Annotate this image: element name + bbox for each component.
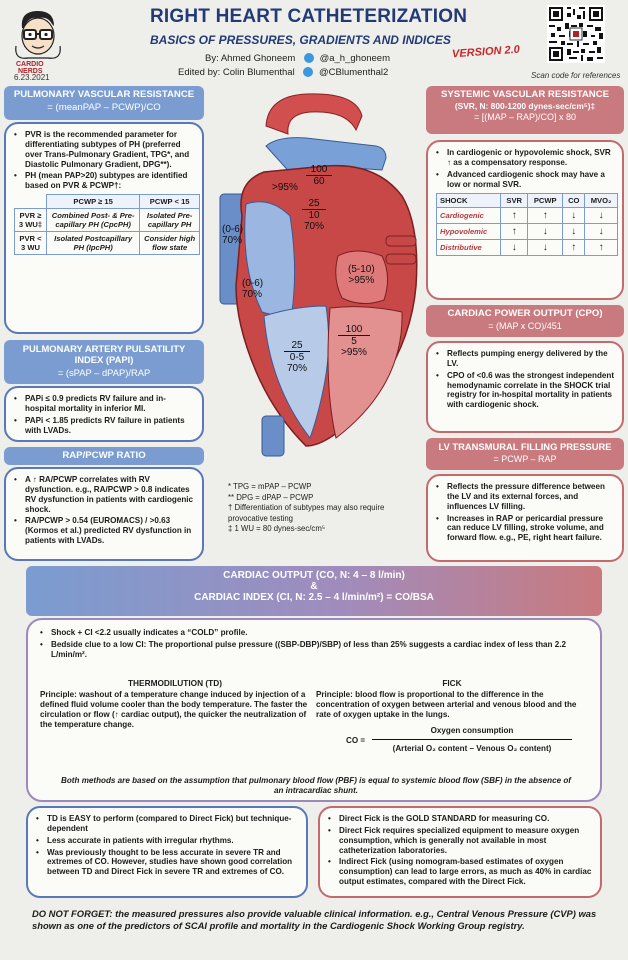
papi-box: [4, 386, 204, 442]
cpo-bullet-1: • Reflects pumping energy delivered by the LV.: [436, 349, 616, 369]
papi-formula: = (sPAP – dPAP)/RAP: [57, 366, 151, 378]
aorta-sat: >95%: [272, 182, 298, 193]
cpo-title: CARDIAC POWER OUTPUT (CPO): [447, 308, 603, 319]
fick-title: FICK: [442, 678, 462, 688]
fick-principle: Principle: blood flow is proportional to the difference in the concentration of oxygen between arterial and venous blood and the rate of oxygen uptake in the lungs.: [316, 690, 577, 720]
twitter-icon: [304, 53, 314, 63]
lv-diastolic: 5: [351, 336, 357, 347]
pvr-formula: = (meanPAP – PCWP)/CO: [47, 102, 161, 113]
cpo-formula: = (MAP x CO)/451: [488, 321, 562, 331]
footnote-wu: ‡ 1 WU = 80 dynes-sec/cm⁵: [228, 524, 326, 534]
ra-sat: 70%: [242, 289, 263, 300]
svc-sat: 70%: [222, 235, 243, 246]
shock-col-pcwp: PCWP: [528, 194, 563, 208]
shock-cell: ↓: [528, 224, 563, 240]
footnotes: [228, 482, 418, 535]
pvr-title: PULMONARY VASCULAR RESISTANCE: [13, 89, 195, 100]
td-principle: Principle: washout of a temperature change induced by injection of a defined fluid volume cooler than the body temperature. The faster the circulation or flow (↑ cardiac output), the quicker the neutralization of the temperature change.: [40, 690, 308, 730]
td-title: THERMODILUTION (TD): [127, 678, 223, 688]
heart-illustration: [206, 86, 424, 460]
fick-bullet-3: • Indirect Fick (using nomogram-based estimates of oxygen consumption) can lead to large errors, as much as 40% in cardiac output estimates, compared with the Direct Fick.: [328, 857, 592, 887]
co-title: CARDIAC OUTPUT (CO, N: 4 – 8 l/min): [223, 570, 405, 581]
pvr-box: [4, 122, 204, 334]
svr-box: [426, 140, 624, 300]
both-methods-note: Both methods are based on the assumption that pulmonary blood flow (PBF) is equal to systemic blood flow (SBF) in the absence of an intracardiac shunt.: [61, 776, 571, 796]
aorta-systolic: 100: [306, 164, 332, 176]
svr-normal: (SVR, N: 800-1200 dynes-sec/cm⁵)‡: [454, 101, 596, 111]
ra-pressure-value: (0-6): [242, 278, 264, 289]
shock-cell: ↑: [501, 224, 528, 240]
svr-header: [426, 86, 624, 134]
fick-bullet-1: • Direct Fick is the GOLD STANDARD for measuring CO.: [328, 814, 592, 824]
pvr-bullet-1: • PVR is the recommended parameter for differentiating subtypes of PH (preferred over Trans-Pulmonary Gradient, TPG*, and Diastolic Pulmonary Gradient, DPG**).: [14, 130, 196, 169]
logo-text-1: CARDIO: [16, 61, 44, 68]
fick-fraction-line: [372, 739, 572, 740]
svr-bullet-1: • In cardiogenic or hypovolemic shock, SVR ↑ as a compensatory response.: [436, 148, 616, 168]
lv-sat: >95%: [341, 347, 367, 358]
shock-cell: ↓: [563, 224, 585, 240]
shock-cell: ↓: [528, 240, 563, 256]
shock-row-label: Hypovolemic: [437, 224, 501, 240]
papi-title: PULMONARY ARTERY PULSATILITY INDEX (PAPI): [22, 343, 186, 366]
author-line: [205, 53, 390, 64]
heart-diagram: [206, 86, 424, 460]
shock-col-shock: SHOCK: [437, 194, 501, 208]
co-bullet-1: • Shock + CI <2.2 usually indicates a “COLD” profile.: [40, 628, 588, 638]
fick-box: [318, 806, 602, 898]
lvtfp-header: [426, 438, 624, 470]
shock-col-mvo2: MVO₂: [585, 194, 618, 208]
table-row: [437, 240, 618, 256]
lvtfp-formula: = PCWP – RAP: [493, 454, 557, 464]
version-label: VERSION 2.0: [451, 43, 521, 61]
cardionerds-logo: [8, 6, 66, 76]
lvtfp-box: [426, 474, 624, 562]
pvr-col-1: PCWP ≥ 15: [47, 195, 140, 209]
td-box: [26, 806, 308, 898]
shock-cell: ↑: [563, 240, 585, 256]
la-pressure-value: (5-10): [348, 264, 375, 275]
table-row: [437, 208, 618, 224]
pvr-subtype-table: [14, 194, 200, 255]
shock-cell: ↓: [585, 224, 618, 240]
lv-pressure-box: [338, 324, 370, 358]
pvr-row-1-label: PVR ≥ 3 WU‡: [15, 209, 47, 232]
svc-pressure-value: (0-6): [222, 224, 244, 235]
td-bullet-2: • Less accurate in patients with irregular rhythms.: [36, 836, 298, 846]
shock-col-svr: SVR: [501, 194, 528, 208]
rap-pcwp-box: [4, 467, 204, 561]
footnote-subtypes: † Differentiation of subtypes may also require provocative testing: [228, 503, 385, 523]
pvr-cpcph: Combined Post- & Pre-capillary PH (CpcPH): [47, 209, 140, 232]
shock-cell: ↓: [501, 240, 528, 256]
co-header: [26, 566, 602, 616]
shock-cell: ↓: [563, 208, 585, 224]
fick-denominator: (Arterial O₂ content – Venous O₂ content): [392, 744, 552, 753]
pvr-ipcph: Isolated Postcapillary PH (IpcPH): [47, 232, 140, 255]
lvtfp-bullet-1: • Reflects the pressure difference between the LV and its external forces, and influences LV filling.: [436, 482, 616, 512]
rap-pcwp-header: [4, 447, 204, 465]
shock-row-label: Cardiogenic: [437, 208, 501, 224]
cpo-header: [426, 305, 624, 337]
fick-numerator: Oxygen consumption: [430, 726, 514, 735]
pvr-high-flow: Consider high flow state: [140, 232, 200, 255]
papi-header: [4, 340, 204, 384]
fick-lhs: CO =: [346, 736, 366, 745]
date: 6.23.2021: [14, 73, 50, 82]
pvr-col-2: PCWP < 15: [140, 195, 200, 209]
footnote-dpg: ** DPG = dPAP – PCWP: [228, 492, 314, 502]
shock-cell: ↓: [585, 208, 618, 224]
aorta-pressure-box: [306, 164, 332, 187]
co-amp: &: [310, 581, 318, 592]
logo-text-2: NERDS: [18, 68, 43, 75]
svr-formula: = [(MAP – RAP)/CO] x 80: [473, 112, 577, 122]
twitter-icon: [303, 67, 313, 77]
co-box: [26, 618, 602, 802]
pa-systolic: 25: [302, 198, 326, 210]
qr-code[interactable]: [547, 5, 605, 63]
shock-cell: ↑: [528, 208, 563, 224]
fick-bullet-2: • Direct Fick requires specialized equipment to measure oxygen consumption, which is generally not available in most catheterization laboratories.: [328, 826, 592, 856]
td-bullet-1: • TD is EASY to perform (compared to Direct Fick) but technique-dependent: [36, 814, 298, 834]
lv-systolic: 100: [338, 324, 370, 336]
table-row: [437, 224, 618, 240]
editor-line: [178, 67, 388, 78]
pa-pressure-box: [302, 198, 326, 232]
svr-bullet-2: • Advanced cardiogenic shock may have a low or normal SVR.: [436, 170, 616, 190]
cpo-box: [426, 341, 624, 433]
td-bullet-3: • Was previously thought to be less accurate in severe TR and extremes of CO. However, studies have shown good correlation between TD and Direct Fick in severe TR and extremes of CO.: [36, 848, 298, 878]
rap-pcwp-bullet-1: • A ↑ RA/PCWP correlates with RV dysfunction. e.g., RA/PCWP > 0.8 indicates RV dysfunction in patients with cardiogenic shock.: [14, 475, 196, 514]
aorta-diastolic: 60: [313, 176, 325, 187]
shock-table: [436, 193, 618, 256]
editor-name: Edited by: Colin Blumenthal: [178, 67, 295, 78]
ra-pressure: [242, 278, 263, 300]
footnote-tpg: * TPG = mPAP – PCWP: [228, 482, 312, 491]
footer-note: DO NOT FORGET: the measured pressures also provide valuable clinical information. e.g., Central Venous Pressure (CVP) was shown as one of the predictors of SCAI profile and mortality in the Cardiogenic Shock Working Group registry.: [32, 908, 597, 932]
shock-row-label: Distributive: [437, 240, 501, 256]
rv-diastolic: 0-5: [289, 352, 305, 363]
papi-bullet-2: • PAPi < 1.85 predicts RV failure in patients with LVADs.: [14, 416, 196, 436]
author-name: By: Ahmed Ghoneem: [205, 53, 296, 64]
nerd-face-icon: [8, 6, 66, 66]
svc-pressure: [222, 224, 243, 246]
svr-title: SYSTEMIC VASCULAR RESISTANCE: [440, 89, 610, 100]
pvr-row-2-label: PVR < 3 WU: [15, 232, 47, 255]
papi-bullet-1: • PAPi ≤ 0.9 predicts RV failure and in-hospital mortality in inferior MI.: [14, 394, 196, 414]
cpo-bullet-2: • CPO of <0.6 was the strongest independent hemodynamic correlate in the SHOCK trial registry for in-hospital mortality in patients with cardiogenic shock.: [436, 371, 616, 410]
shock-cell: ↑: [501, 208, 528, 224]
pa-sat: 70%: [303, 221, 324, 232]
la-sat: >95%: [348, 275, 375, 286]
rv-sat: 70%: [286, 363, 307, 374]
rap-pcwp-title: RAP/PCWP RATIO: [62, 450, 146, 461]
editor-handle[interactable]: @CBlumenthal2: [319, 67, 389, 78]
rv-pressure-box: [284, 340, 310, 374]
qr-code-icon: [547, 5, 605, 63]
pvr-precapillary: Isolated Pre-capillary PH: [140, 209, 200, 232]
shock-cell: ↑: [585, 240, 618, 256]
co-bullet-2: • Bedside clue to a low CI: The proportional pulse pressure ((SBP-DBP)/SBP) of less than 25% suggests a cardiac index of less than 2.2 L/min/m².: [40, 640, 588, 660]
page-subtitle: BASICS OF PRESSURES, GRADIENTS AND INDICES: [150, 33, 451, 47]
la-pressure: [348, 264, 375, 286]
rv-systolic: 25: [284, 340, 310, 352]
ci-title: CARDIAC INDEX (CI, N: 2.5 – 4 l/min/m²) = CO/BSA: [194, 592, 434, 603]
lvtfp-bullet-2: • Increases in RAP or pericardial pressure can reduce LV filling, stroke volume, and forward flow. e.g., PE, right heart failure.: [436, 514, 616, 544]
shock-col-co: CO: [563, 194, 585, 208]
qr-caption: Scan code for references: [531, 71, 621, 80]
lvtfp-title: LV TRANSMURAL FILLING PRESSURE: [438, 441, 612, 452]
rap-pcwp-bullet-2: • RA/PCWP > 0.54 (EUROMACS) / >0.63 (Kormos et al.) predicted RV dysfunction in patients with LVADs.: [14, 516, 196, 546]
page-title: RIGHT HEART CATHETERIZATION: [150, 6, 468, 27]
pvr-header: [4, 86, 204, 120]
author-handle[interactable]: @a_h_ghoneem: [319, 53, 390, 64]
pvr-bullet-2: • PH (mean PAP>20) subtypes are identified based on PVR & PCWP†:: [14, 171, 196, 191]
pa-diastolic: 10: [308, 210, 320, 221]
